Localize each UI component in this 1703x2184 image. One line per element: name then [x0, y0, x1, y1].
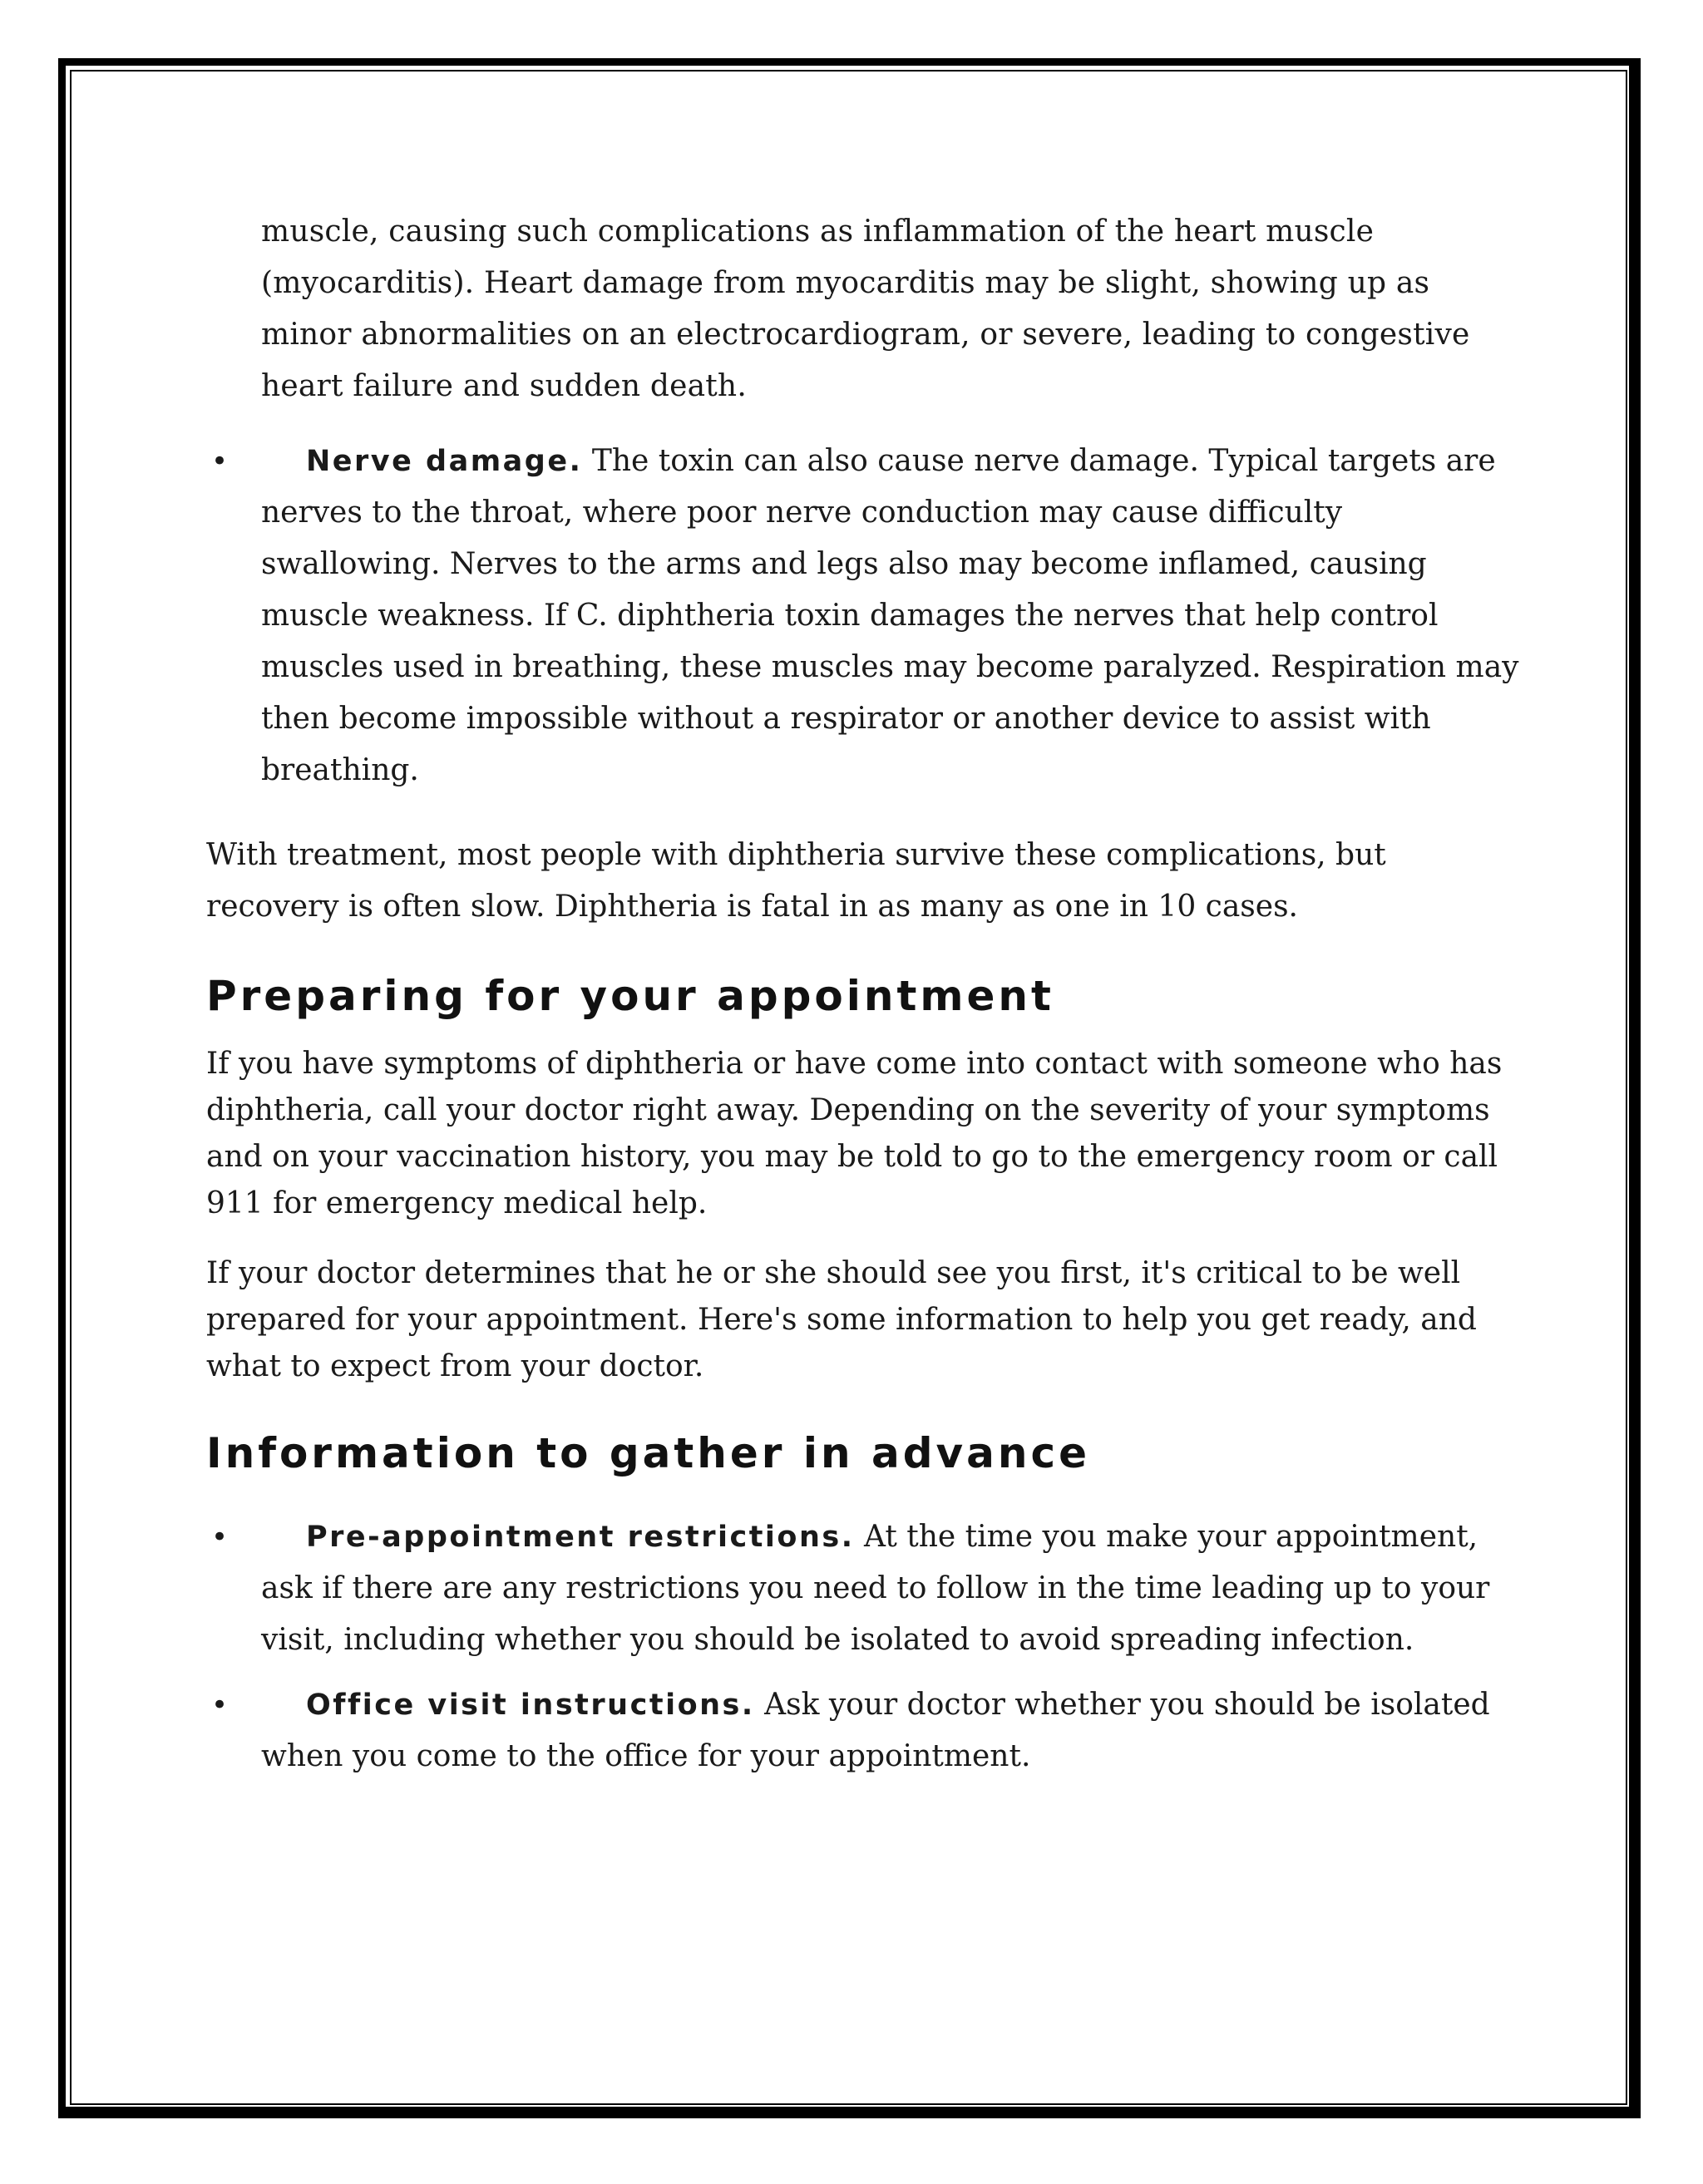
list-item-pre-appointment — [211, 1511, 1520, 1666]
summary-paragraph: With treatment, most people with diphtheria survive these complications, but recovery is often slow. Diphtheria is fatal in as many as one in 10 cases. — [206, 838, 1386, 924]
advance-info-list — [206, 1511, 1520, 1782]
complications-list — [206, 436, 1520, 796]
list-item-term: Nerve damage. — [306, 445, 583, 478]
paragraph-symptoms: If you have symptoms of diphtheria or have come into contact with someone who has diphtheria, call your doctor right away. Depending on the severity of your symptoms and on your vaccination history, you may be told to go to the emergency room or call 911 for emergency medical help. — [206, 1047, 1503, 1220]
document-content — [206, 206, 1520, 1796]
list-item-term: Office visit instructions. — [306, 1689, 755, 1722]
bullet-icon: • — [211, 1521, 229, 1554]
heading-information: Information to gather in advance — [206, 1429, 1091, 1477]
list-item-term: Pre-appointment restrictions. — [306, 1521, 855, 1554]
bullet-icon: • — [211, 445, 229, 478]
list-item-office-visit — [211, 1679, 1520, 1782]
paragraph-prepared: If your doctor determines that he or she should see you first, it's critical to be well prepared for your appointment. Here's some information to help you get ready, and what to expect from your doctor. — [206, 1256, 1477, 1383]
list-item-text: At the time you make your appointment, ask if there are any restrictions you need to follow in the time leading up to your visit, including whether you should be isolated to avoid spreading infection. — [261, 1520, 1490, 1657]
list-item-nerve-damage — [211, 436, 1520, 796]
list-item-text: Ask your doctor whether you should be isolated when you come to the office for your appointment. — [261, 1688, 1490, 1773]
heading-preparing: Preparing for your appointment — [206, 972, 1054, 1020]
list-item-text: The toxin can also cause nerve damage. Typical targets are nerves to the throat, where poor nerve conduction may cause difficulty swallowing. Nerves to the arms and legs also may become inflamed, causing muscle weakness. If C. diphtheria toxin damages the nerves that help control muscles used in breathing, these muscles may become paralyzed. Respiration may then become impossible without a respirator or another device to assist with breathing. — [261, 444, 1519, 787]
continued-paragraph: muscle, causing such complications as inflammation of the heart muscle (myocarditis). Heart damage from myocarditis may be slight, showing up as minor abnormalities on an electrocardiogram, or severe, leading to congestive heart failure and sudden death. — [261, 214, 1470, 403]
bullet-icon: • — [211, 1689, 229, 1722]
